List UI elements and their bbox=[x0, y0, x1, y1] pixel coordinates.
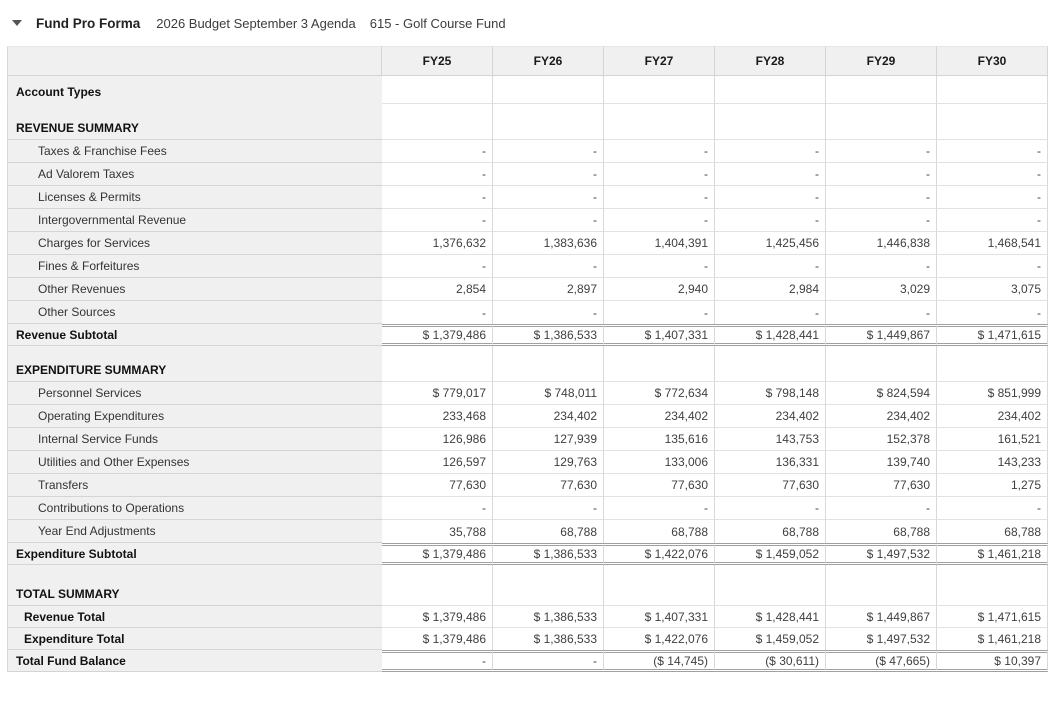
cell-value: $ 1,379,486 bbox=[382, 543, 493, 565]
cell-value: - bbox=[826, 140, 937, 163]
cell-value: 143,753 bbox=[715, 428, 826, 451]
table-row bbox=[7, 186, 1048, 209]
cell-value: - bbox=[826, 301, 937, 324]
page-title: Fund Pro Forma bbox=[36, 15, 141, 31]
cell-value: 1,468,541 bbox=[937, 232, 1048, 255]
cell-value: - bbox=[493, 497, 604, 520]
row-label: Expenditure Subtotal bbox=[7, 543, 382, 565]
table-row bbox=[7, 324, 1048, 346]
cell-value: 234,402 bbox=[826, 405, 937, 428]
row-label: Internal Service Funds bbox=[7, 428, 382, 451]
cell-value bbox=[493, 104, 604, 140]
cell-value: - bbox=[937, 186, 1048, 209]
table-row bbox=[7, 346, 1048, 382]
cell-value bbox=[715, 76, 826, 104]
cell-value: $ 1,459,052 bbox=[715, 628, 826, 650]
cell-value: 129,763 bbox=[493, 451, 604, 474]
table-row bbox=[7, 278, 1048, 301]
cell-value: - bbox=[382, 209, 493, 232]
row-label: Operating Expenditures bbox=[7, 405, 382, 428]
cell-value: - bbox=[493, 163, 604, 186]
column-header-fy25: FY25 bbox=[382, 46, 493, 76]
cell-value: 1,383,636 bbox=[493, 232, 604, 255]
table-row bbox=[7, 543, 1048, 565]
table-row bbox=[7, 405, 1048, 428]
cell-value: - bbox=[604, 255, 715, 278]
table-row bbox=[7, 209, 1048, 232]
cell-value bbox=[604, 104, 715, 140]
table-row bbox=[7, 606, 1048, 628]
column-header-fy29: FY29 bbox=[826, 46, 937, 76]
cell-value: $ 824,594 bbox=[826, 382, 937, 405]
cell-value: - bbox=[493, 140, 604, 163]
fund-pro-forma-header bbox=[0, 0, 1055, 36]
cell-value: 2,897 bbox=[493, 278, 604, 301]
cell-value: - bbox=[937, 301, 1048, 324]
cell-value: 126,986 bbox=[382, 428, 493, 451]
cell-value: $ 1,471,615 bbox=[937, 324, 1048, 346]
cell-value: $ 1,422,076 bbox=[604, 543, 715, 565]
cell-value bbox=[493, 565, 604, 606]
row-label: Taxes & Franchise Fees bbox=[7, 140, 382, 163]
cell-value: - bbox=[715, 255, 826, 278]
cell-value: 234,402 bbox=[937, 405, 1048, 428]
cell-value: - bbox=[715, 301, 826, 324]
cell-value: 68,788 bbox=[937, 520, 1048, 543]
column-header-fy30: FY30 bbox=[937, 46, 1048, 76]
row-label: Ad Valorem Taxes bbox=[7, 163, 382, 186]
cell-value bbox=[937, 76, 1048, 104]
cell-value: 68,788 bbox=[715, 520, 826, 543]
cell-value: $ 1,379,486 bbox=[382, 606, 493, 628]
cell-value: 68,788 bbox=[826, 520, 937, 543]
cell-value: - bbox=[604, 140, 715, 163]
cell-value: $ 1,379,486 bbox=[382, 628, 493, 650]
table-row bbox=[7, 232, 1048, 255]
cell-value: $ 1,497,532 bbox=[826, 543, 937, 565]
cell-value bbox=[826, 104, 937, 140]
cell-value: - bbox=[715, 163, 826, 186]
cell-value: $ 1,386,533 bbox=[493, 324, 604, 346]
cell-value: - bbox=[604, 497, 715, 520]
row-label: REVENUE SUMMARY bbox=[7, 104, 382, 140]
cell-value bbox=[715, 346, 826, 382]
cell-value: - bbox=[937, 497, 1048, 520]
table-row bbox=[7, 451, 1048, 474]
cell-value: $ 1,386,533 bbox=[493, 628, 604, 650]
cell-value: 234,402 bbox=[493, 405, 604, 428]
row-label: Contributions to Operations bbox=[7, 497, 382, 520]
cell-value: 35,788 bbox=[382, 520, 493, 543]
cell-value: - bbox=[937, 255, 1048, 278]
cell-value: - bbox=[493, 186, 604, 209]
cell-value: - bbox=[382, 163, 493, 186]
cell-value: $ 1,379,486 bbox=[382, 324, 493, 346]
table-row bbox=[7, 163, 1048, 186]
cell-value bbox=[382, 104, 493, 140]
cell-value: $ 1,497,532 bbox=[826, 628, 937, 650]
table-row bbox=[7, 497, 1048, 520]
cell-value: - bbox=[382, 497, 493, 520]
cell-value: 68,788 bbox=[604, 520, 715, 543]
cell-value: $ 1,386,533 bbox=[493, 543, 604, 565]
cell-value: 3,075 bbox=[937, 278, 1048, 301]
table-row bbox=[7, 255, 1048, 278]
cell-value: - bbox=[382, 650, 493, 672]
table-row bbox=[7, 474, 1048, 497]
row-label: Charges for Services bbox=[7, 232, 382, 255]
row-label: Fines & Forfeitures bbox=[7, 255, 382, 278]
row-label: Expenditure Total bbox=[7, 628, 382, 650]
cell-value: 77,630 bbox=[715, 474, 826, 497]
cell-value: 143,233 bbox=[937, 451, 1048, 474]
row-label: Account Types bbox=[7, 76, 382, 104]
cell-value: 127,939 bbox=[493, 428, 604, 451]
cell-value: $ 1,428,441 bbox=[715, 606, 826, 628]
cell-value bbox=[493, 346, 604, 382]
collapse-arrow-icon[interactable] bbox=[12, 20, 22, 26]
row-label: Other Revenues bbox=[7, 278, 382, 301]
cell-value: 1,425,456 bbox=[715, 232, 826, 255]
cell-value bbox=[937, 346, 1048, 382]
cell-value: $ 1,461,218 bbox=[937, 543, 1048, 565]
cell-value bbox=[382, 346, 493, 382]
cell-value: 133,006 bbox=[604, 451, 715, 474]
row-label: Transfers bbox=[7, 474, 382, 497]
cell-value bbox=[604, 76, 715, 104]
cell-value: $ 779,017 bbox=[382, 382, 493, 405]
table-row bbox=[7, 382, 1048, 405]
cell-value: - bbox=[937, 163, 1048, 186]
row-label: Utilities and Other Expenses bbox=[7, 451, 382, 474]
row-label: EXPENDITURE SUMMARY bbox=[7, 346, 382, 382]
table-row bbox=[7, 301, 1048, 324]
cell-value: - bbox=[493, 301, 604, 324]
table-row bbox=[7, 428, 1048, 451]
cell-value: ($ 47,665) bbox=[826, 650, 937, 672]
cell-value: 2,984 bbox=[715, 278, 826, 301]
cell-value: 1,275 bbox=[937, 474, 1048, 497]
cell-value: 68,788 bbox=[493, 520, 604, 543]
row-label: Total Fund Balance bbox=[7, 650, 382, 672]
cell-value: - bbox=[604, 209, 715, 232]
cell-value bbox=[937, 104, 1048, 140]
row-label: Licenses & Permits bbox=[7, 186, 382, 209]
table-row bbox=[7, 565, 1048, 606]
cell-value bbox=[715, 565, 826, 606]
cell-value: 77,630 bbox=[493, 474, 604, 497]
cell-value: 2,940 bbox=[604, 278, 715, 301]
cell-value bbox=[937, 565, 1048, 606]
table-row bbox=[7, 140, 1048, 163]
cell-value: $ 798,148 bbox=[715, 382, 826, 405]
table-row bbox=[7, 76, 1048, 104]
table-row bbox=[7, 520, 1048, 543]
budget-version-label: 2026 Budget September 3 Agenda bbox=[156, 15, 356, 31]
cell-value bbox=[493, 76, 604, 104]
cell-value bbox=[826, 346, 937, 382]
cell-value bbox=[826, 76, 937, 104]
cell-value bbox=[382, 76, 493, 104]
cell-value: - bbox=[382, 301, 493, 324]
column-header-fy28: FY28 bbox=[715, 46, 826, 76]
cell-value: $ 1,407,331 bbox=[604, 606, 715, 628]
pro-forma-table bbox=[7, 46, 1048, 672]
cell-value: - bbox=[937, 140, 1048, 163]
row-label: Year End Adjustments bbox=[7, 520, 382, 543]
cell-value: $ 1,428,441 bbox=[715, 324, 826, 346]
row-label: Other Sources bbox=[7, 301, 382, 324]
cell-value: 1,404,391 bbox=[604, 232, 715, 255]
cell-value bbox=[604, 346, 715, 382]
table-row bbox=[7, 104, 1048, 140]
cell-value bbox=[604, 565, 715, 606]
cell-value: $ 1,459,052 bbox=[715, 543, 826, 565]
cell-value: - bbox=[382, 186, 493, 209]
cell-value: - bbox=[382, 140, 493, 163]
row-label: Revenue Total bbox=[7, 606, 382, 628]
column-header-fy26: FY26 bbox=[493, 46, 604, 76]
cell-value: - bbox=[715, 497, 826, 520]
row-label: Revenue Subtotal bbox=[7, 324, 382, 346]
cell-value: - bbox=[826, 255, 937, 278]
cell-value: 1,376,632 bbox=[382, 232, 493, 255]
cell-value: - bbox=[715, 209, 826, 232]
cell-value: - bbox=[826, 186, 937, 209]
cell-value: 135,616 bbox=[604, 428, 715, 451]
cell-value: - bbox=[715, 186, 826, 209]
cell-value: $ 1,449,867 bbox=[826, 324, 937, 346]
cell-value: $ 851,999 bbox=[937, 382, 1048, 405]
cell-value bbox=[382, 565, 493, 606]
cell-value: 77,630 bbox=[604, 474, 715, 497]
cell-value: - bbox=[715, 140, 826, 163]
cell-value: - bbox=[604, 163, 715, 186]
cell-value: 234,402 bbox=[715, 405, 826, 428]
table-row bbox=[7, 628, 1048, 650]
cell-value: 161,521 bbox=[937, 428, 1048, 451]
cell-value: 233,468 bbox=[382, 405, 493, 428]
cell-value: 136,331 bbox=[715, 451, 826, 474]
cell-value: 2,854 bbox=[382, 278, 493, 301]
cell-value: $ 1,422,076 bbox=[604, 628, 715, 650]
cell-value: ($ 14,745) bbox=[604, 650, 715, 672]
cell-value: 152,378 bbox=[826, 428, 937, 451]
cell-value: $ 772,634 bbox=[604, 382, 715, 405]
cell-value: - bbox=[826, 497, 937, 520]
cell-value: 1,446,838 bbox=[826, 232, 937, 255]
cell-value: 139,740 bbox=[826, 451, 937, 474]
table-body bbox=[7, 76, 1048, 672]
cell-value: - bbox=[604, 301, 715, 324]
cell-value: - bbox=[493, 255, 604, 278]
table-row bbox=[7, 650, 1048, 672]
cell-value: $ 10,397 bbox=[937, 650, 1048, 672]
cell-value bbox=[826, 565, 937, 606]
cell-value bbox=[715, 104, 826, 140]
cell-value: - bbox=[826, 209, 937, 232]
cell-value: $ 1,386,533 bbox=[493, 606, 604, 628]
cell-value: $ 748,011 bbox=[493, 382, 604, 405]
cell-value: - bbox=[382, 255, 493, 278]
cell-value: $ 1,471,615 bbox=[937, 606, 1048, 628]
row-label: TOTAL SUMMARY bbox=[7, 565, 382, 606]
fund-name-label: 615 - Golf Course Fund bbox=[369, 15, 506, 31]
cell-value: - bbox=[826, 163, 937, 186]
cell-value: 77,630 bbox=[826, 474, 937, 497]
column-header-fy27: FY27 bbox=[604, 46, 715, 76]
label-column-header bbox=[7, 46, 382, 76]
row-label: Intergovernmental Revenue bbox=[7, 209, 382, 232]
cell-value: - bbox=[493, 650, 604, 672]
column-header-row bbox=[7, 46, 1048, 76]
cell-value: 3,029 bbox=[826, 278, 937, 301]
cell-value: ($ 30,611) bbox=[715, 650, 826, 672]
cell-value: - bbox=[604, 186, 715, 209]
cell-value: $ 1,407,331 bbox=[604, 324, 715, 346]
cell-value: - bbox=[937, 209, 1048, 232]
cell-value: $ 1,461,218 bbox=[937, 628, 1048, 650]
cell-value: 77,630 bbox=[382, 474, 493, 497]
row-label: Personnel Services bbox=[7, 382, 382, 405]
cell-value: 126,597 bbox=[382, 451, 493, 474]
cell-value: $ 1,449,867 bbox=[826, 606, 937, 628]
cell-value: 234,402 bbox=[604, 405, 715, 428]
cell-value: - bbox=[493, 209, 604, 232]
